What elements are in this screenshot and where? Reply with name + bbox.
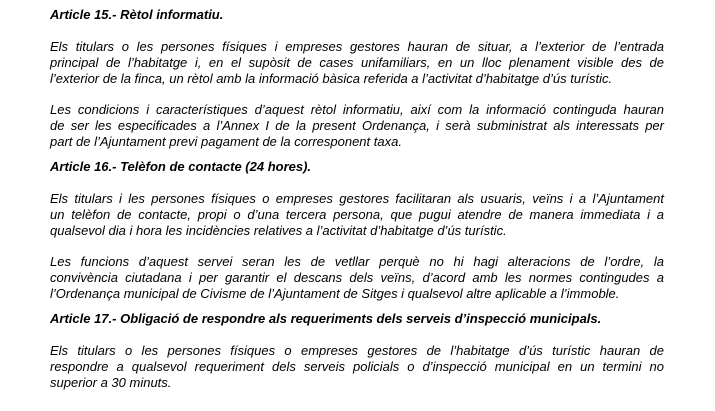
document-page: [50, 7, 664, 391]
article-paragraph: [50, 191, 664, 239]
paragraph-line: principal de l’habitatge i, en el supòsit de cases unifamiliars, en un lloc plenament visible des de: [50, 55, 664, 70]
paragraph-line: Les funcions d’aquest servei seran les de vetllar perquè no hi hagi alteracions de l’ordre, la: [50, 254, 664, 269]
article-paragraph: [50, 343, 664, 391]
paragraph-line: part de l’Ajuntament previ pagament de la corresponent taxa.: [50, 134, 402, 149]
paragraph-line: l’Ordenança municipal de Civisme de l’Ajuntament de Sitges i qualsevol altre aplicable a l’immoble.: [50, 286, 620, 301]
article-paragraph: [50, 39, 664, 87]
article-heading: Article 15.- Rètol informatiu.: [50, 7, 224, 22]
paragraph-line: de ser les especificades a l’Annex I de la present Ordenança, i serà subministrat als interessats per: [50, 118, 664, 133]
paragraph-line: superior a 30 minuts.: [50, 375, 172, 390]
article-paragraph: [50, 102, 664, 150]
paragraph-line: convivència ciutadana i per garantir el descans dels veïns, d’acord amb les normes contingudes a: [50, 270, 664, 285]
article-heading: Article 16.- Telèfon de contacte (24 hores).: [50, 159, 312, 174]
paragraph-line: Les condicions i característiques d’aquest rètol informatiu, així com la informació continguda hauran: [50, 102, 664, 117]
article-heading: Article 17.- Obligació de respondre als requeriments dels serveis d’inspecció municipals.: [50, 311, 602, 326]
paragraph-line: respondre a qualsevol requeriment dels serveis policials o d’inspecció municipal en un termini no: [50, 359, 664, 374]
article-16: [50, 159, 664, 302]
article-17: [50, 311, 664, 391]
paragraph-line: qualsevol dia i hora les incidències relatives a l’activitat d’habitatge d’ús turístic.: [50, 223, 507, 238]
paragraph-line: Els titulars i les persones físiques o empreses gestores facilitaran als usuaris, veïns i a l’Ajuntament: [50, 191, 664, 206]
paragraph-line: l’exterior de la finca, un rètol amb la informació bàsica referida a l’activitat d’habitatge d’ús turístic.: [50, 71, 613, 86]
paragraph-line: un telèfon de contacte, propi o d’una tercera persona, que pugui atendre de manera immediata i a: [50, 207, 664, 222]
article-15: [50, 7, 664, 150]
paragraph-line: Els titulars o les persones físiques i empreses gestores hauran de situar, a l’exterior de l’entrada: [50, 39, 664, 54]
article-paragraph: [50, 254, 664, 302]
paragraph-line: Els titulars o les persones físiques o empreses gestores de l’habitatge d’ús turístic hauran de: [50, 343, 664, 358]
